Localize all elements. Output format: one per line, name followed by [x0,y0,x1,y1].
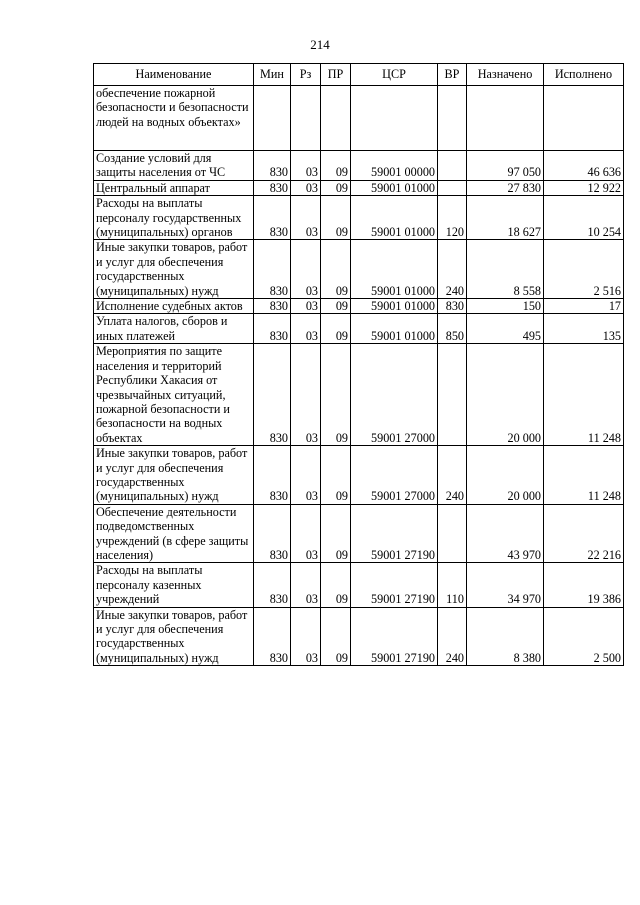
cell-executed: 11 248 [544,446,624,505]
cell-rz: 03 [291,344,321,446]
cell-pr: 09 [321,180,351,195]
cell-pr [321,86,351,151]
cell-rz: 03 [291,240,321,299]
cell-assigned: 8 380 [467,607,544,666]
cell-assigned: 43 970 [467,504,544,563]
cell-assigned: 20 000 [467,344,544,446]
cell-name: обеспечение пожарной безопасности и безопасности людей на водных объектах» [94,86,254,151]
cell-name: Центральный аппарат [94,180,254,195]
cell-executed: 19 386 [544,563,624,607]
cell-pr: 09 [321,299,351,314]
cell-csr: 59001 01000 [351,180,438,195]
cell-name: Исполнение судебных актов [94,299,254,314]
cell-name: Иные закупки товаров, работ и услуг для обеспечения государственных (муниципальных) нужд [94,240,254,299]
cell-csr: 59001 27190 [351,607,438,666]
cell-executed: 2 516 [544,240,624,299]
cell-vr [438,180,467,195]
cell-pr: 09 [321,196,351,240]
header-name: Наименование [94,64,254,86]
header-assigned: Назначено [467,64,544,86]
table-row [94,344,624,446]
cell-vr: 240 [438,240,467,299]
cell-name: Уплата налогов, сборов и иных платежей [94,314,254,344]
cell-min: 830 [254,180,291,195]
header-row [94,64,624,86]
cell-name: Обеспечение деятельности подведомственных учреждений (в сфере защиты населения) [94,504,254,563]
cell-vr [438,344,467,446]
cell-csr: 59001 27190 [351,563,438,607]
cell-pr: 09 [321,151,351,181]
cell-csr: 59001 27000 [351,344,438,446]
cell-rz: 03 [291,314,321,344]
cell-executed: 135 [544,314,624,344]
table-row [94,299,624,314]
cell-name: Иные закупки товаров, работ и услуг для обеспечения государственных (муниципальных) нужд [94,607,254,666]
cell-rz: 03 [291,151,321,181]
cell-vr [438,504,467,563]
cell-min: 830 [254,504,291,563]
cell-rz: 03 [291,563,321,607]
cell-min: 830 [254,299,291,314]
cell-vr [438,86,467,151]
cell-executed: 17 [544,299,624,314]
header-csr: ЦСР [351,64,438,86]
cell-csr: 59001 01000 [351,299,438,314]
budget-table [93,63,624,666]
cell-assigned: 20 000 [467,446,544,505]
cell-rz: 03 [291,299,321,314]
cell-min: 830 [254,563,291,607]
cell-rz: 03 [291,446,321,505]
cell-csr: 59001 01000 [351,240,438,299]
cell-executed: 2 500 [544,607,624,666]
table-row [94,607,624,666]
table-row [94,86,624,151]
cell-pr: 09 [321,446,351,505]
cell-executed: 12 922 [544,180,624,195]
table-row [94,180,624,195]
cell-rz: 03 [291,607,321,666]
cell-assigned: 8 558 [467,240,544,299]
cell-assigned [467,86,544,151]
cell-min: 830 [254,240,291,299]
table-row [94,563,624,607]
cell-executed: 10 254 [544,196,624,240]
cell-csr [351,86,438,151]
cell-vr: 120 [438,196,467,240]
table-row [94,314,624,344]
cell-rz: 03 [291,180,321,195]
cell-name: Мероприятия по защите населения и территорий Республики Хакасия от чрезвычайных ситуаций, пожарной безопасности и безопасности на водных объектах [94,344,254,446]
cell-executed: 46 636 [544,151,624,181]
cell-csr: 59001 00000 [351,151,438,181]
cell-name: Расходы на выплаты персоналу государственных (муниципальных) органов [94,196,254,240]
cell-assigned: 34 970 [467,563,544,607]
header-vr: ВР [438,64,467,86]
cell-min: 830 [254,446,291,505]
cell-min: 830 [254,196,291,240]
cell-min: 830 [254,151,291,181]
cell-executed: 11 248 [544,344,624,446]
cell-name: Иные закупки товаров, работ и услуг для обеспечения государственных (муниципальных) нужд [94,446,254,505]
cell-min: 830 [254,607,291,666]
cell-assigned: 97 050 [467,151,544,181]
cell-rz [291,86,321,151]
cell-vr: 240 [438,607,467,666]
cell-assigned: 495 [467,314,544,344]
header-executed: Исполнено [544,64,624,86]
cell-pr: 09 [321,563,351,607]
cell-pr: 09 [321,607,351,666]
cell-name: Создание условий для защиты населения от ЧС [94,151,254,181]
cell-min: 830 [254,344,291,446]
cell-name: Расходы на выплаты персоналу казенных учреждений [94,563,254,607]
table-row [94,504,624,563]
table-row [94,196,624,240]
cell-assigned: 27 830 [467,180,544,195]
cell-rz: 03 [291,196,321,240]
cell-assigned: 150 [467,299,544,314]
table-row [94,446,624,505]
cell-pr: 09 [321,240,351,299]
table-row [94,151,624,181]
table-row [94,240,624,299]
cell-executed: 22 216 [544,504,624,563]
cell-assigned: 18 627 [467,196,544,240]
cell-csr: 59001 01000 [351,314,438,344]
cell-vr: 830 [438,299,467,314]
cell-executed [544,86,624,151]
cell-min: 830 [254,314,291,344]
cell-csr: 59001 27190 [351,504,438,563]
cell-rz: 03 [291,504,321,563]
header-rz: Рз [291,64,321,86]
cell-pr: 09 [321,314,351,344]
cell-csr: 59001 27000 [351,446,438,505]
header-min: Мин [254,64,291,86]
cell-vr: 110 [438,563,467,607]
page-number: 214 [310,37,330,52]
cell-pr: 09 [321,504,351,563]
cell-min [254,86,291,151]
cell-vr [438,151,467,181]
cell-csr: 59001 01000 [351,196,438,240]
header-pr: ПР [321,64,351,86]
cell-vr: 850 [438,314,467,344]
cell-pr: 09 [321,344,351,446]
cell-vr: 240 [438,446,467,505]
